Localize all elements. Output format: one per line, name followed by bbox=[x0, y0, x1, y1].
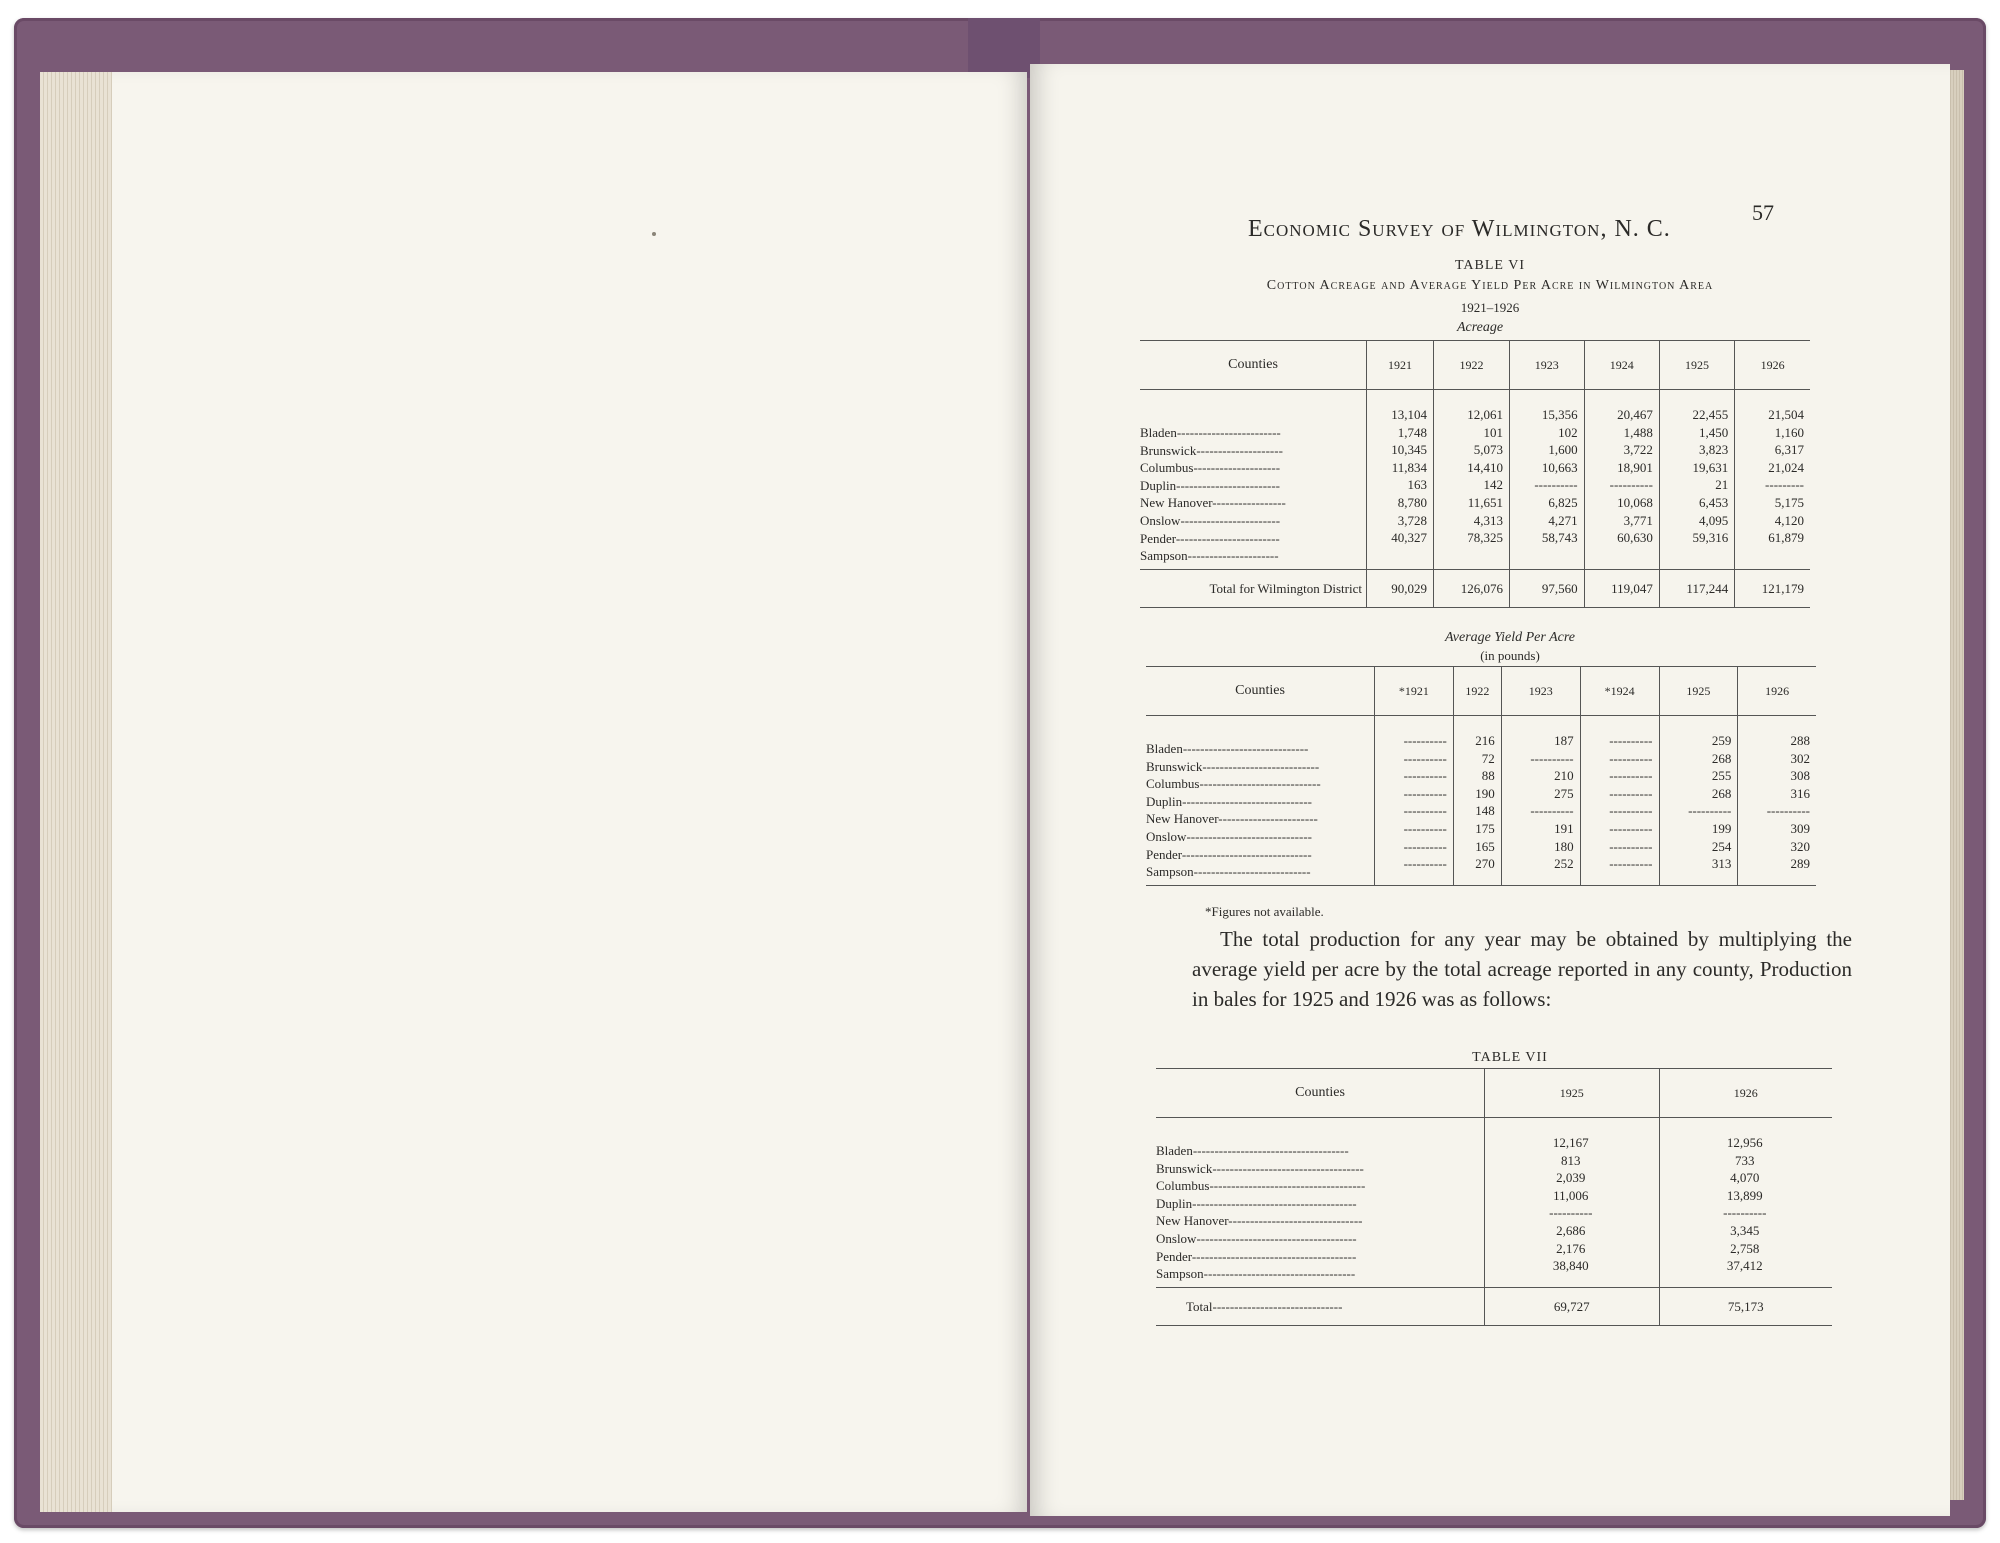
acreage-subtitle: Acreage bbox=[1456, 320, 1504, 335]
col-header-counties: Counties bbox=[1140, 341, 1367, 390]
yield-header-1925: 1925 bbox=[1659, 667, 1738, 716]
acreage-total-1925: 117,244 bbox=[1659, 569, 1734, 608]
t7-col-1926: 12,956 733 4,070 13,899 ---------- 3,345 2,758 37,412 bbox=[1659, 1118, 1832, 1288]
yield-col-1925: 259 268 255 268 ---------- 199 254 313 bbox=[1659, 716, 1738, 886]
col-header-1923: 1923 bbox=[1509, 341, 1584, 390]
yield-table bbox=[1146, 666, 1816, 886]
yield-col-1924: ---------- ---------- ---------- ---------- ---------- ---------- ---------- ---------- bbox=[1580, 716, 1659, 886]
left-page-blank bbox=[112, 72, 1027, 1512]
acreage-table bbox=[1140, 340, 1810, 608]
t7-header-1926: 1926 bbox=[1659, 1069, 1832, 1118]
yield-col-1923: 187 ---------- 210 275 ---------- 191 180 252 bbox=[1501, 716, 1580, 886]
page-speck bbox=[652, 232, 656, 236]
acreage-total-1924: 119,047 bbox=[1584, 569, 1659, 608]
t7-col-1925: 12,167 813 2,039 11,006 ---------- 2,686 2,176 38,840 bbox=[1485, 1118, 1660, 1288]
yield-col-1922: 216 72 88 190 148 175 165 270 bbox=[1453, 716, 1501, 886]
col-header-1922: 1922 bbox=[1434, 341, 1510, 390]
acreage-col-1925: 22,455 1,450 3,823 19,631 21 6,453 4,095 59,316 bbox=[1659, 390, 1734, 570]
yield-header-1926: 1926 bbox=[1738, 667, 1816, 716]
acreage-county-names: Bladen------------------------ Brunswick-------------------- Columbus-------------------- Duplin------------------------ New Hanover----------------- Onslow----------------------- Pender------------------------ Sampson--------------------- bbox=[1140, 425, 1286, 564]
yield-col-1926: 288 302 308 316 ---------- 309 320 289 bbox=[1738, 716, 1816, 886]
t7-total-1925: 69,727 bbox=[1485, 1287, 1660, 1326]
yield-subtitle: Average Yield Per Acre bbox=[1445, 630, 1575, 645]
yield-header-1924: *1924 bbox=[1580, 667, 1659, 716]
page-number: 57 bbox=[1752, 200, 1774, 225]
right-page bbox=[1030, 64, 1950, 1516]
right-page-edges bbox=[1948, 70, 1964, 1500]
t7-header-1925: 1925 bbox=[1485, 1069, 1660, 1118]
acreage-total-1921: 90,029 bbox=[1367, 569, 1434, 608]
acreage-col-1923: 15,356 102 1,600 10,663 ---------- 6,825 4,271 58,743 bbox=[1509, 390, 1584, 570]
left-page-edges bbox=[40, 72, 120, 1512]
acreage-total-1926: 121,179 bbox=[1735, 569, 1810, 608]
col-header-1921: 1921 bbox=[1367, 341, 1434, 390]
yield-county-names: Bladen----------------------------- Brunswick--------------------------- Columbus---------------------------- Duplin------------------------------ New Hanover----------------------- Onslow----------------------------- Pender------------------------------ Sampson--------------------------- bbox=[1146, 716, 1375, 886]
yield-header-1922: 1922 bbox=[1453, 667, 1501, 716]
t7-county-names: Bladen------------------------------------ Brunswick----------------------------------- Columbus------------------------------------ Duplin-------------------------------------- New Hanover------------------------------- Onslow------------------------------------- Pender-------------------------------------- Sampson----------------------------------- bbox=[1156, 1143, 1366, 1282]
col-header-1926: 1926 bbox=[1735, 341, 1810, 390]
table6-label: TABLE VI bbox=[1454, 258, 1525, 273]
t7-total-label: Total------------------------------ bbox=[1156, 1287, 1485, 1326]
footnote: *Figures not available. bbox=[1205, 904, 1324, 919]
yield-col-1921: ---------- ---------- ---------- ---------- ---------- ---------- ---------- ---------- bbox=[1375, 716, 1454, 886]
yield-header-1923: 1923 bbox=[1501, 667, 1580, 716]
table7-label: TABLE VII bbox=[1472, 1050, 1548, 1065]
yield-unit: (in pounds) bbox=[1480, 648, 1540, 663]
acreage-total-1922: 126,076 bbox=[1434, 569, 1510, 608]
acreage-col-1926: 21,504 1,160 6,317 21,024 --------- 5,175 4,120 61,879 bbox=[1735, 390, 1810, 570]
body-paragraph: The total production for any year may be obtained by multiplying the average yield per acre by the total acreage reported in any county, Production in bales for 1925 and 1926 was as follows: bbox=[1192, 927, 1852, 1011]
acreage-col-1924: 20,467 1,488 3,722 18,901 ---------- 10,068 3,771 60,630 bbox=[1584, 390, 1659, 570]
acreage-col-1921: 13,104 1,748 10,345 11,834 163 8,780 3,728 40,327 bbox=[1367, 390, 1434, 570]
acreage-col-1922: 12,061 101 5,073 14,410 142 11,651 4,313 78,325 bbox=[1434, 390, 1510, 570]
col-header-1924: 1924 bbox=[1584, 341, 1659, 390]
table6-years: 1921–1926 bbox=[1460, 300, 1520, 315]
production-table bbox=[1156, 1068, 1832, 1326]
yield-header-counties: Counties bbox=[1146, 667, 1375, 716]
acreage-total-label: Total for Wilmington District bbox=[1140, 569, 1367, 608]
running-head: Economic Survey of Wilmington, N. C. bbox=[1248, 216, 1671, 242]
t7-total-1926: 75,173 bbox=[1659, 1287, 1832, 1326]
t7-header-counties: Counties bbox=[1156, 1069, 1485, 1118]
acreage-total-1923: 97,560 bbox=[1509, 569, 1584, 608]
table6-title: Cotton Acreage and Average Yield Per Acre in Wilmington Area bbox=[1266, 278, 1714, 293]
yield-header-1921: *1921 bbox=[1375, 667, 1454, 716]
col-header-1925: 1925 bbox=[1659, 341, 1734, 390]
